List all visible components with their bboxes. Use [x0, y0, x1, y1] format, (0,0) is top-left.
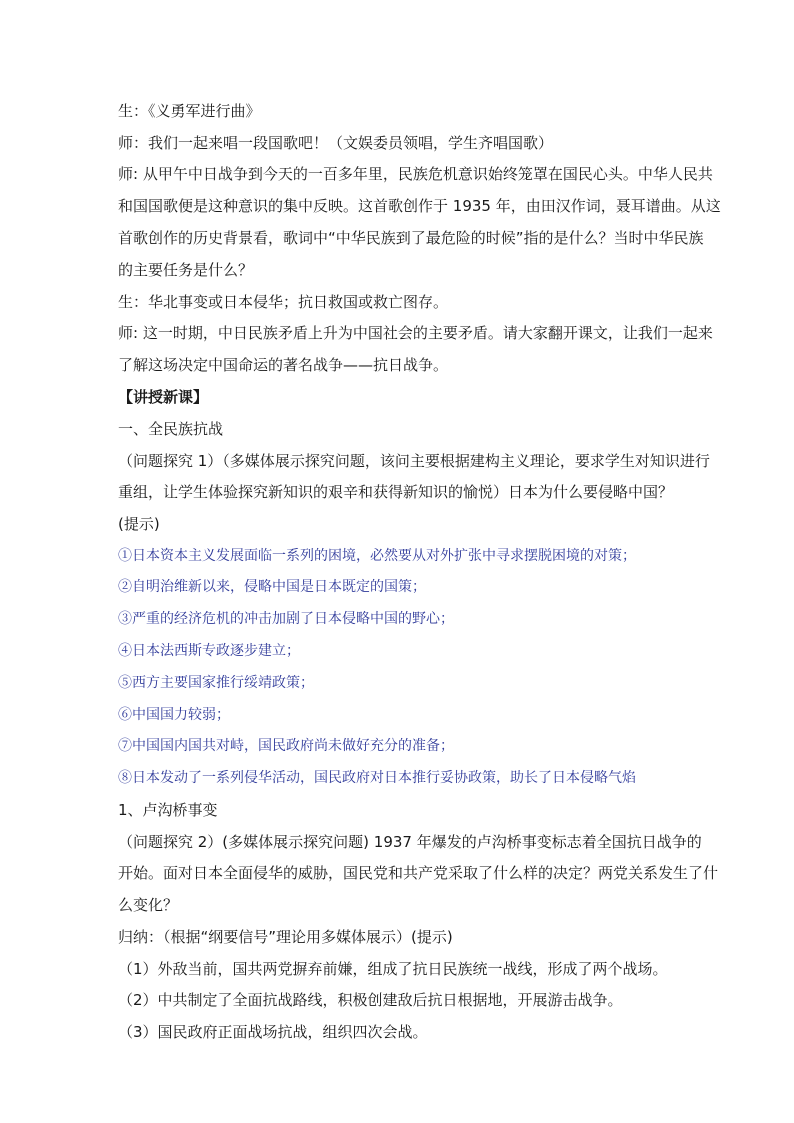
hint-label: (提示)	[118, 515, 160, 533]
hint-item: ③严重的经济危机的冲击加剧了日本侵略中国的野心；	[118, 611, 454, 627]
teacher-line-1: 师：我们一起来唱一段国歌吧！（文娱委员领唱，学生齐唱国歌）	[118, 134, 554, 152]
hint-item: ⑦中国国内国共对峙，国民政府尚未做好充分的准备；	[118, 738, 454, 754]
section-heading: 【讲授新课】	[118, 388, 209, 406]
probe-2-line-1: （问题探究 2）(多媒体展示探究问题) 1937 年爆发的卢沟桥事变标志着全国抗日战争的	[118, 833, 702, 851]
heading-lugou-bridge: 1、卢沟桥事变	[118, 801, 218, 819]
probe-1-line-1: （问题探究 1）（多媒体展示探究问题，该问主要根据建构主义理论，要求学生对知识进行	[118, 452, 710, 470]
probe-2-line-3: 么变化？	[118, 896, 179, 914]
hint-item: ④日本法西斯专政逐步建立；	[118, 643, 300, 659]
summary-point: （3）国民政府正面战场抗战，组织四次会战。	[118, 1023, 428, 1041]
summary-point: （1）外敌当前，国共两党摒弃前嫌，组成了抗日民族统一战线，形成了两个战场。	[118, 960, 668, 978]
teacher-paragraph-2-line-2: 了解这场决定中国命运的著名战争——抗日战争。	[118, 356, 449, 374]
student-answer-1: 生：《义勇军进行曲》	[118, 102, 261, 120]
hint-item: ⑧日本发动了一系列侵华活动，国民政府对日本推行妥协政策，助长了日本侵略气焰	[118, 770, 636, 786]
probe-1-line-2: 重组，让学生体验探究新知识的艰辛和获得新知识的愉悦）日本为什么要侵略中国？	[118, 483, 674, 501]
heading-national-resistance: 一、全民族抗战	[118, 420, 224, 438]
student-answer-2: 生：华北事变或日本侵华；抗日救国或救亡图存。	[118, 293, 449, 311]
teacher-paragraph-1-line-2: 和国国歌便是这种意识的集中反映。这首歌创作于 1935 年，由田汉作词，聂耳谱曲。从这	[118, 197, 721, 215]
teacher-paragraph-1-line-3: 首歌创作的历史背景看，歌词中“中华民族到了最危险的时候”指的是什么？当时中华民族	[118, 229, 704, 247]
hint-item: ②自明治维新以来，侵略中国是日本既定的国策；	[118, 579, 426, 595]
teacher-paragraph-2-line-1: 师: 这一时期，中日民族矛盾上升为中国社会的主要矛盾。请大家翻开课文，让我们一起来	[118, 324, 713, 342]
hint-item: ⑥中国国力较弱；	[118, 707, 230, 723]
summary-point: （2）中共制定了全面抗战路线，积极创建敌后抗日根据地，开展游击战争。	[118, 991, 623, 1009]
probe-2-line-2: 开始。面对日本全面侵华的威胁，国民党和共产党采取了什么样的决定？两党关系发生了什	[118, 864, 719, 882]
teacher-paragraph-1-line-4: 的主要任务是什么？	[118, 261, 254, 279]
hint-item: ①日本资本主义发展面临一系列的困境，必然要从对外扩张中寻求摆脱困境的对策；	[118, 548, 636, 564]
summary-heading: 归纳：（根据“纲要信号”理论用多媒体展示）(提示)	[118, 928, 453, 946]
teacher-paragraph-1-line-1: 师: 从甲午中日战争到今天的一百多年里，民族危机意识始终笼罩在国民心头。中华人民共	[118, 165, 713, 183]
hint-item: ⑤西方主要国家推行绥靖政策；	[118, 675, 314, 691]
